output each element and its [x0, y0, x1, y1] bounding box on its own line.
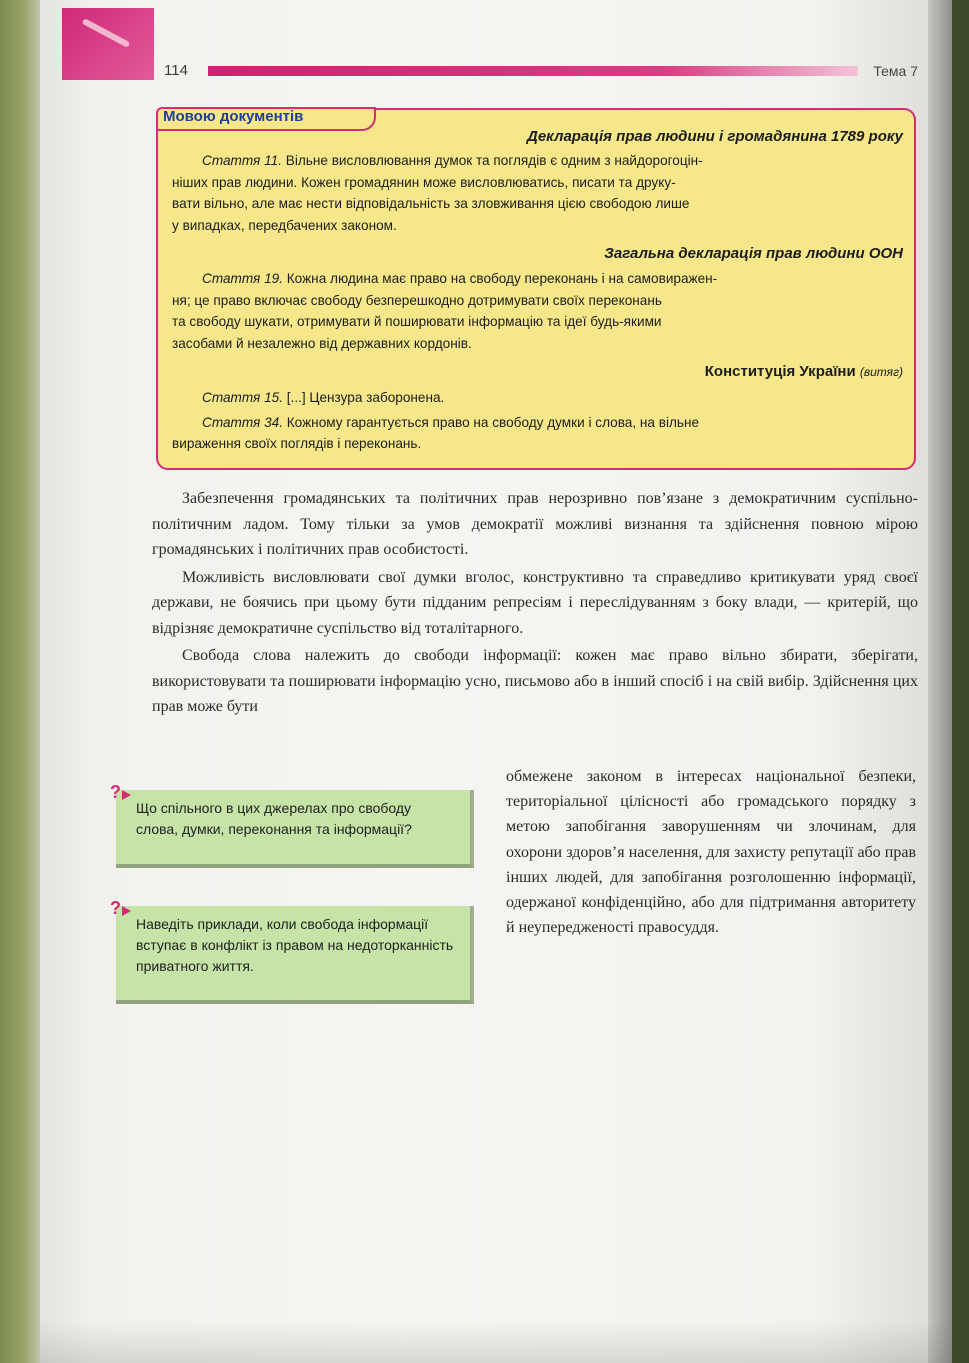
decl-1789-line: ніших прав людини. Кожен громадянин може висловлюватись, писати та друку- [172, 174, 676, 190]
decl-1789-article-label: Стаття 11. [202, 153, 282, 168]
question-text: Наведіть приклади, коли свобода інформації вступає в конфлікт із правом на недоторканність приватного життя. [136, 916, 454, 974]
question-text: Що спільного в цих джерелах про свободу слова, думки, переконання та інформації? [136, 800, 412, 837]
constitution-text [172, 387, 902, 455]
page-header [160, 60, 920, 88]
constitution-art34-label: Стаття 34. [202, 414, 283, 430]
decl-1789-line: у випадках, передбачених законом. [172, 217, 397, 233]
constitution-heading [705, 363, 903, 380]
documents-tab-label: Мовою документів [163, 108, 304, 125]
page-gutter-shadow [928, 0, 952, 1363]
udhr-line: засобами й незалежно від державних кордонів. [172, 335, 472, 351]
decl-1789-heading: Декларація прав людини і громадянина 1789 року [526, 128, 903, 145]
corner-decoration [62, 8, 154, 80]
corner-decoration-icon [82, 18, 131, 48]
question-mark-icon: ? [110, 782, 121, 802]
udhr-text [172, 268, 902, 354]
constitution-heading-suffix: (витяг) [859, 365, 903, 379]
constitution-art15-text: [...] Цензура заборонена. [282, 390, 445, 405]
udhr-article-label: Стаття 19. [202, 271, 283, 286]
arrow-icon [122, 790, 131, 800]
decl-1789-line: Вільне висловлювання думок та поглядів є одним з найдорогоцін- [281, 153, 703, 168]
page-number: 114 [164, 62, 188, 79]
page-bottom-shade [40, 1320, 952, 1363]
body-paragraph: Забезпечення громадянських та політичних прав нерозривно пов’язане з демократичним суспільно-політичним ладом. Тому тільки за умов демократії можливі визнання та здійснення повною мірою громадянських і політичних прав особистості. [152, 490, 918, 558]
body-text [152, 486, 918, 720]
udhr-line: ня; це право включає свободу безперешкодно дотримувати своїх переконань [172, 292, 662, 308]
body-paragraph: Можливість висловлювати свої думки вголос, конструктивно та справедливо критикувати уряд своєї держави, не боячись при цьому бути підданим репресіям і переслідуванням з боку влади, — критерій, що відрізняє демократичне суспільство від тоталітарного. [152, 568, 918, 637]
constitution-art34-line: Кожному гарантується право на свободу думки і слова, на вільне [282, 414, 700, 430]
arrow-icon [122, 906, 131, 916]
body-paragraph-continuation: обмежене законом в інтересах національної безпеки, територіальної цілісності або громадського порядку з метою запобігання заворушенням чи злочинам, для охорони здоров’я населення, для захисту репутації або прав інших людей, для запобігання розголошенню інформації, одержаної конфіденційно, або для підтримання авторитету й неупередженості правосуддя. [506, 768, 916, 937]
udhr-line: Кожна людина має право на свободу переконань і на самовиражен- [282, 271, 718, 286]
header-bar [208, 66, 858, 76]
constitution-heading-title: Конституція України [704, 363, 856, 380]
theme-label: Тема 7 [873, 63, 918, 79]
constitution-art34-line: вираження своїх поглядів і переконань. [172, 436, 422, 451]
body-paragraph: Свобода слова належить до свободи інформації: кожен має право вільно збирати, зберігати, використовувати та поширювати інформацію усно, письмово або в інший спосіб і на свій вибір. Здійснення цих прав може бути [152, 647, 918, 715]
udhr-line: та свободу шукати, отримувати й поширювати інформацію та ідеї будь-якими [172, 314, 662, 329]
udhr-heading: Загальна декларація прав людини ООН [604, 245, 903, 262]
decl-1789-line: вати вільно, але має нести відповідальність за зловживання цією свободою лише [172, 196, 690, 211]
question-mark-icon: ? [110, 898, 121, 918]
constitution-art15-label: Стаття 15. [202, 390, 283, 405]
question-box [110, 898, 474, 1004]
decl-1789-text [172, 150, 902, 236]
question-box [110, 782, 474, 868]
